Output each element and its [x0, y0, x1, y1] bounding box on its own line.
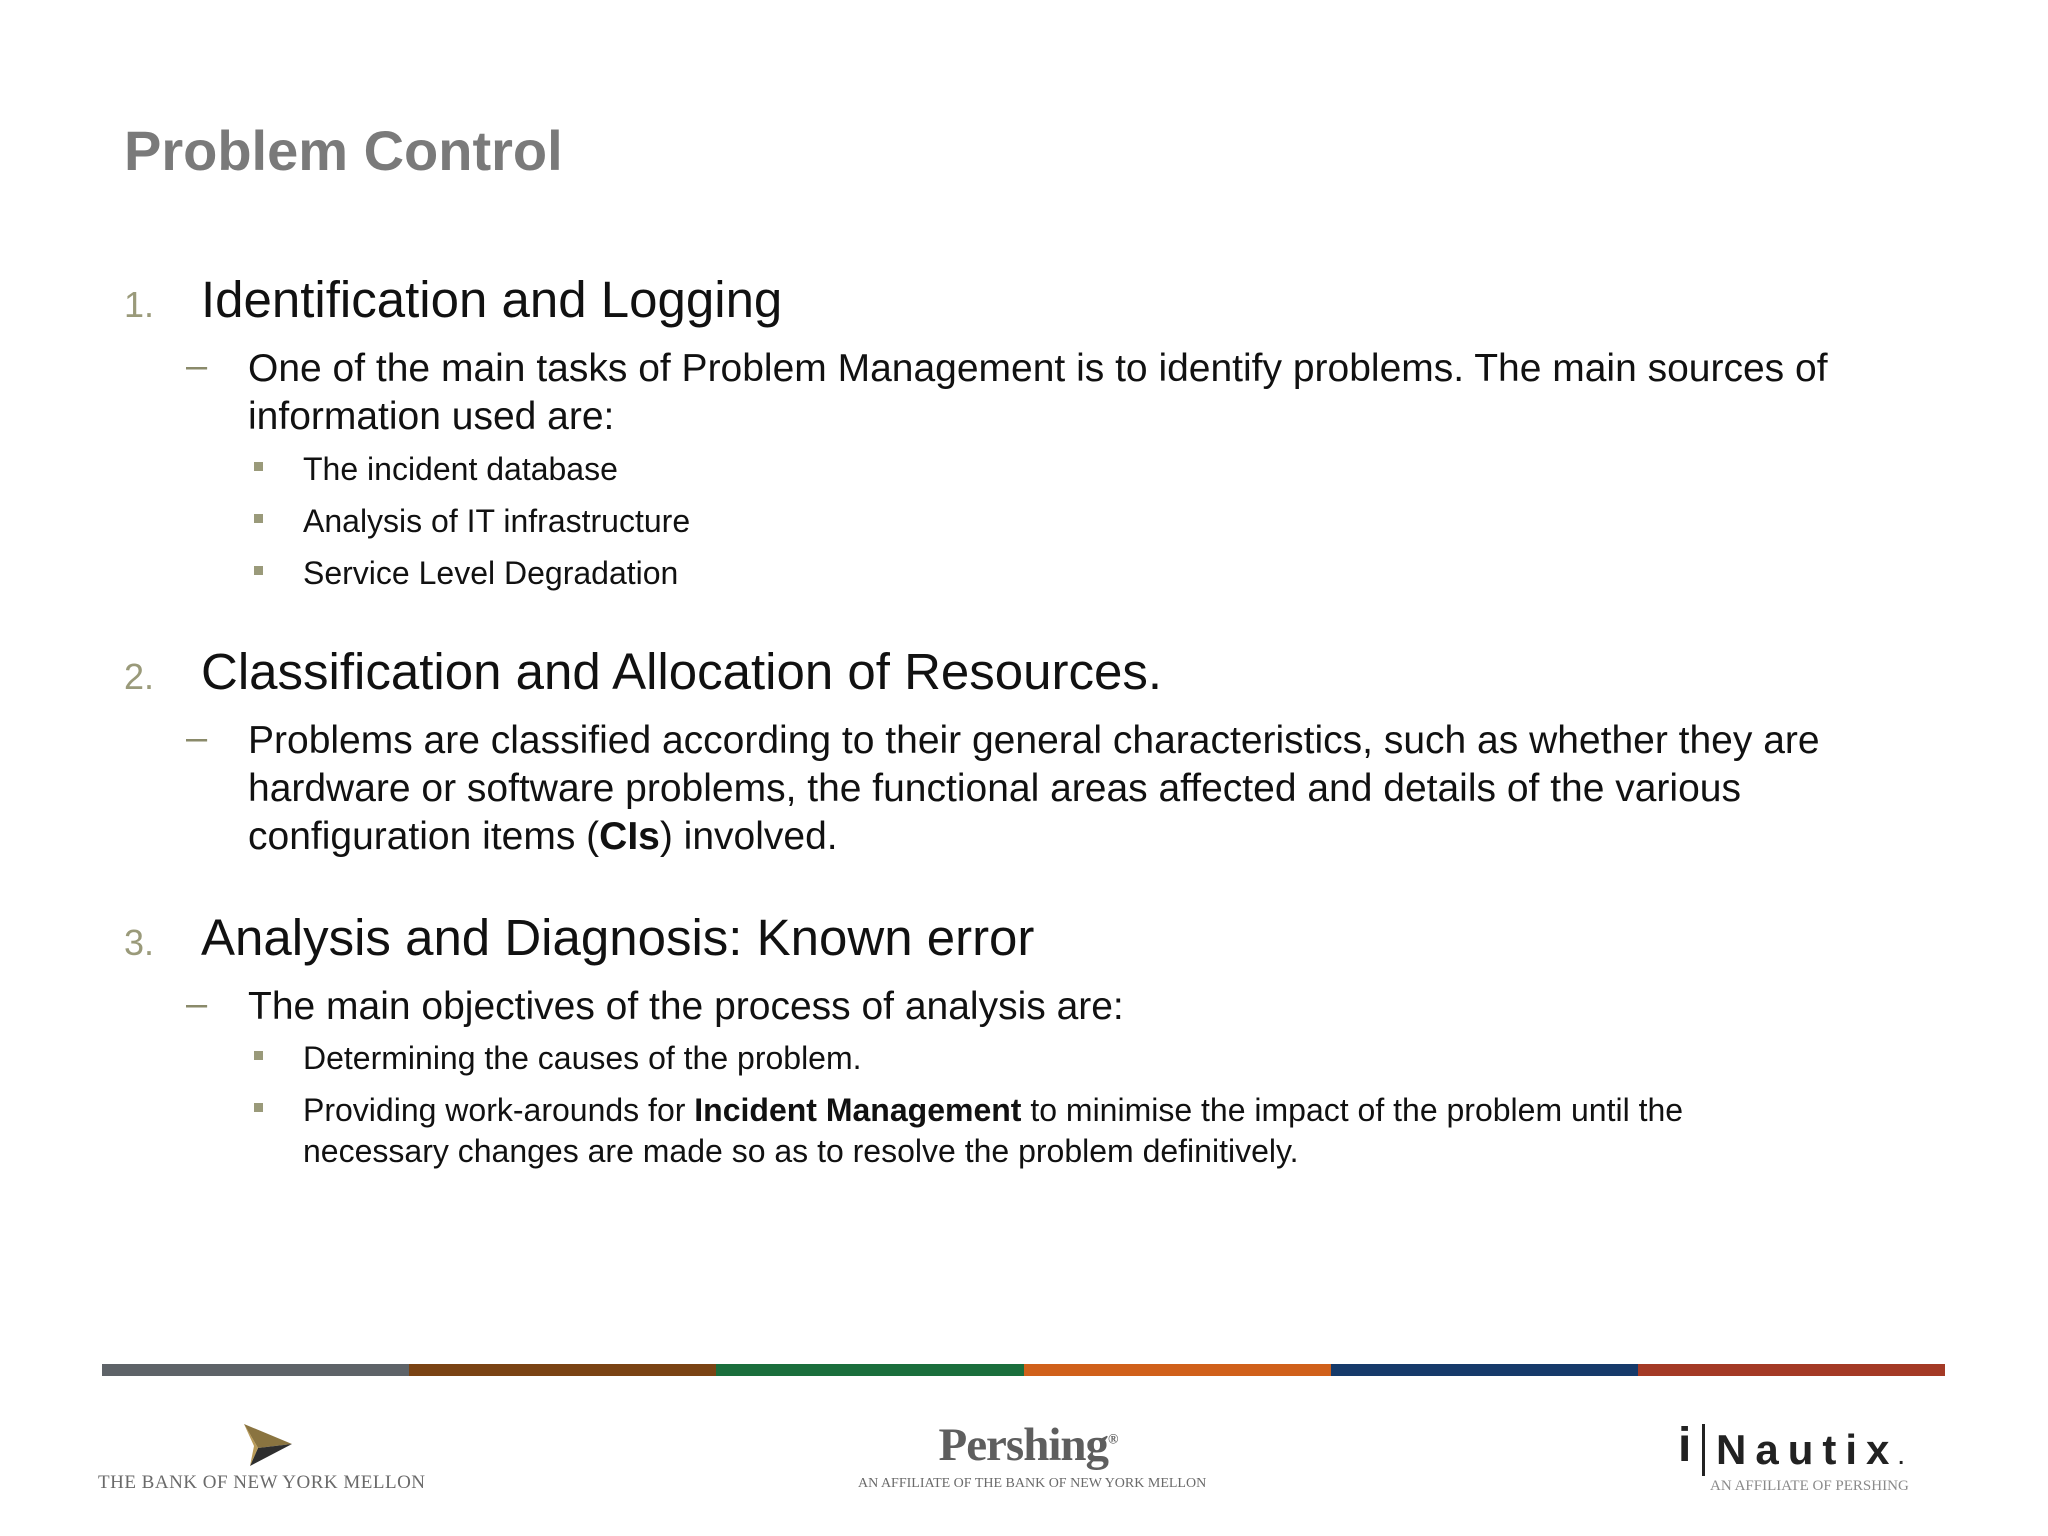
square-bullet-icon: [254, 514, 263, 523]
description-text: The main objectives of the process of analysis are:: [248, 985, 1124, 1028]
description-text: One of the main tasks of Problem Management is to identify problems. The main sources of information used are:: [248, 347, 1828, 438]
inautix-tagline: AN AFFILIATE OF PERSHING: [1710, 1478, 1909, 1494]
square-bullet-icon: [254, 1103, 263, 1112]
color-bar-segment: [102, 1364, 409, 1376]
section-heading: Analysis and Diagnosis: Known error: [201, 909, 1035, 966]
inautix-separator: [1702, 1424, 1705, 1476]
inautix-wordmark: [1716, 1426, 1904, 1474]
section-2-description: [186, 717, 1906, 867]
list-item: [254, 1090, 1814, 1174]
section-heading: Classification and Allocation of Resources.: [201, 643, 1163, 700]
color-bar-segment: [1024, 1364, 1331, 1376]
bullet-text: Service Level Degradation: [303, 555, 679, 591]
pershing-logo: [858, 1418, 1207, 1508]
inautix-dot: .: [1898, 1447, 1904, 1469]
list-item: [254, 553, 1814, 595]
bny-arrow-icon: [236, 1420, 306, 1470]
dash-marker: –: [186, 983, 208, 1025]
pershing-name: Pershing: [938, 1419, 1109, 1471]
bullet-text-part: Providing work-arounds for: [303, 1092, 695, 1128]
list-item: [254, 1038, 1814, 1080]
color-bar-segment: [716, 1364, 1023, 1376]
inautix-i: i: [1678, 1419, 1692, 1472]
dash-marker: –: [186, 345, 208, 387]
section-1-description: [186, 345, 1906, 445]
section-3-description: [186, 983, 1906, 1033]
bullet-text: [303, 1090, 1803, 1172]
footer-color-bar: [102, 1364, 1945, 1376]
section-1-heading-row: [124, 270, 2024, 330]
page-title: Problem Control: [124, 119, 563, 182]
section-number: 2.: [124, 656, 155, 697]
square-bullet-icon: [254, 566, 263, 575]
bullet-text: Determining the causes of the problem.: [303, 1040, 862, 1076]
bullet-text-part: to minimise the impact of the problem until the necessary changes are made so as to resolve the problem definitively.: [303, 1092, 1684, 1169]
dash-marker: –: [186, 717, 208, 759]
list-item: [254, 501, 1814, 543]
description-text-part: ) involved.: [659, 815, 838, 858]
pershing-tagline: AN AFFILIATE OF THE BANK OF NEW YORK MELLON: [858, 1476, 1207, 1491]
section-heading: Identification and Logging: [201, 271, 783, 328]
inautix-name: Nautix: [1716, 1426, 1899, 1473]
registered-mark: ®: [1108, 1432, 1118, 1448]
bny-logo-text: THE BANK OF NEW YORK MELLON: [98, 1472, 426, 1493]
color-bar-segment: [1638, 1364, 1945, 1376]
color-bar-segment: [1331, 1364, 1638, 1376]
color-bar-segment: [409, 1364, 716, 1376]
section-2-heading-row: [124, 642, 2024, 702]
description-text-part: Problems are classified according to their general characteristics, such as whether they are hardware or software problems, the functional areas affected and details of the various configuration items (: [248, 719, 1820, 858]
square-bullet-icon: [254, 462, 263, 471]
description-text: [248, 717, 1938, 861]
section-number: 3.: [124, 922, 155, 963]
bullet-text: The incident database: [303, 451, 618, 487]
bny-mellon-logo: [96, 1420, 436, 1500]
section-number: 1.: [124, 284, 155, 325]
list-item: [254, 449, 1814, 491]
inautix-logo: [1672, 1418, 1962, 1508]
pershing-wordmark: [858, 1418, 1198, 1472]
section-3-heading-row: [124, 908, 2024, 968]
square-bullet-icon: [254, 1051, 263, 1060]
cis-term: CIs: [599, 815, 660, 858]
incident-management-term: Incident Management: [694, 1092, 1022, 1128]
bullet-text: Analysis of IT infrastructure: [303, 503, 691, 539]
